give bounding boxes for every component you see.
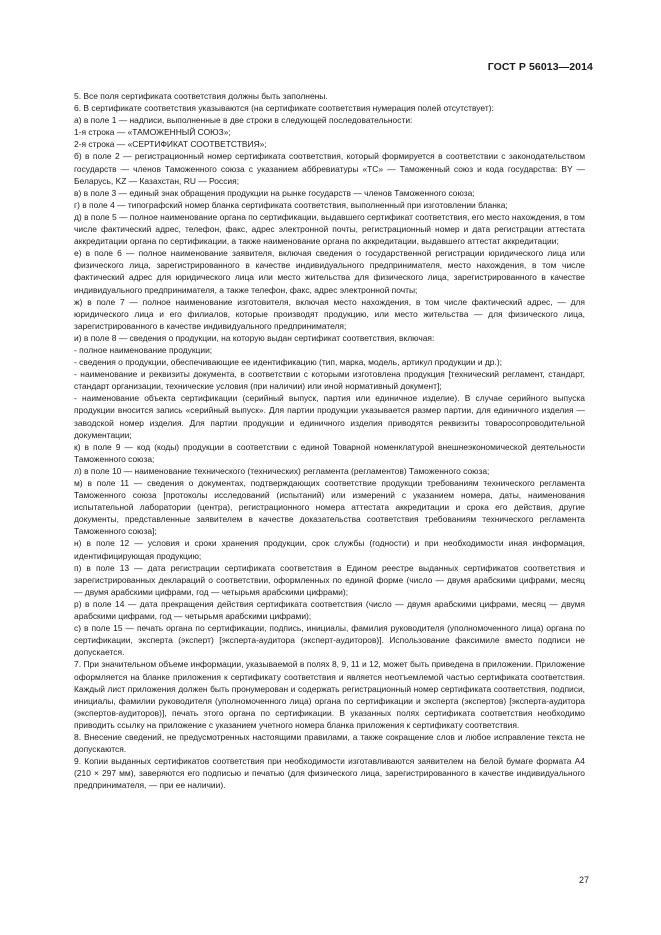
paragraph-5: 5. Все поля сертификата соответствия должны быть заполнены. bbox=[74, 91, 328, 101]
paragraph-7: 7. При значительном объеме информации, указываемой в полях 8, 9, 11 и 12, может быть приведена в приложении. Приложение оформляется на бланке приложения к сертификату соответствия и является неотъемлемой частью сертификата соответствия. Каждый лист приложения должен быть пронумерован и содержать регистрационный номер сертификата соответствия, подписи, инициалы, фамилии руководителя (уполномоченного лица) органа по сертификации и эксперта (экспертов) [эксперта-аудитора (экспертов-аудиторов)], печать этого органа по сертификации. В указанных полях сертификата соответствия необходимо приводить ссылку на приложение с указанием учетного номера бланка приложения к сертификату соответствия. bbox=[74, 659, 585, 730]
item-r: р) в поле 14 — дата прекращения действия сертификата соответствия (число — двумя арабскими цифрами, месяц — двумя арабскими цифрами, год — четырьмя арабскими цифрами); bbox=[74, 598, 585, 622]
item-d: д) в поле 5 — полное наименование органа по сертификации, выдавшего сертификат соответствия, его место нахождения, в том числе фактический адрес, телефон, факс, адрес электронной почты, регистрационный номер и дата регистрации аттестата аккредитации органа по сертификации, а также наименование органа по аккредитации, выдавшего аттестат аккредитации; bbox=[74, 211, 585, 247]
item-s: с) в поле 15 — печать органа по сертификации, подпись, инициалы, фамилия руководителя (уполномоченного лица) органа по сертификации, эксперта (эксперт) [эксперта-аудитора (эксперт-аудиторов)]. Использование факсимиле вместо подписи не допускается. bbox=[74, 623, 585, 658]
item-p: п) в поле 13 — дата регистрации сертификата соответствия в Едином реестре выданных сертификатов соответствия и зарегистрированных деклараций о соответствии, оформленных по единой форме (число — двумя арабскими цифрами, месяц — двумя арабскими цифрами, год — четырьмя арабскими цифрами); bbox=[74, 562, 585, 597]
item-i-bullet-1: - полное наименование продукции; bbox=[74, 344, 213, 355]
item-a-line-1: 1-я строка — «ТАМОЖЕННЫЙ СОЮЗ»; bbox=[74, 127, 231, 138]
item-k: к) в поле 9 — код (коды) продукции в соответствии с единой Товарной номенклатурой внешнеэкономической деятельности Таможенного союза; bbox=[74, 441, 585, 464]
item-e: е) в поле 6 — полное наименование заявителя, включая сведения о государственной регистрации юридического лица или физического лица, зарегистрированного в качестве индивидуального предпринимателя, место нахождения, в том числе фактический адрес для юридического лица или место жительства для физического лица, зарегистрированного в качестве индивидуального предпринимателя, а также телефон, факс, адрес электронной почты; bbox=[74, 248, 585, 295]
item-n: н) в поле 12 — условия и сроки хранения продукции, срок службы (годности) и при необходимости иная информация, идентифицирующая продукцию; bbox=[74, 538, 585, 561]
item-zh: ж) в поле 7 — полное наименование изготовителя, включая место нахождения, в том числе фактический адрес, — для юридического лица и его филиалов, которые производят продукцию, или место жительства — для физического лица, зарегистрированного в качестве индивидуального предпринимателя; bbox=[74, 296, 585, 331]
standard-header: ГОСТ Р 56013—2014 bbox=[487, 61, 593, 73]
item-i-bullet-4: - наименование объекта сертификации (серийный выпуск, партия или единичное изделие). В случае серийного выпуска продукции вносится запись «серийный выпуск». Для партии продукции указывается размер партии, для единичного изделия — заводской номер изделия. Для партии продукции и единичного изделия приводятся реквизиты товаросопроводительной документации; bbox=[74, 393, 585, 440]
item-i: и) в поле 8 — сведения о продукции, на которую выдан сертификат соответствия, включая: bbox=[74, 332, 435, 343]
item-v: в) в поле 3 — единый знак обращения продукции на рынке государств — членов Таможенного союза; bbox=[74, 187, 475, 198]
item-l: л) в поле 10 — наименование технического (технических) регламента (регламентов) Таможенного союза; bbox=[74, 465, 490, 476]
item-a-line-2: 2-я строка — «СЕРТИФИКАТ СООТВЕТСТВИЯ»; bbox=[74, 139, 267, 150]
document-body bbox=[74, 90, 585, 791]
item-g: г) в поле 4 — типографский номер бланка сертификата соответствия, выполненный при изготовлении бланка; bbox=[74, 199, 508, 210]
item-i-bullet-2: - сведения о продукции, обеспечивающие ее идентификацию (тип, марка, модель, артикул продукции и др.); bbox=[74, 357, 503, 368]
paragraph-9: 9. Копии выданных сертификатов соответствия при необходимости изготавливаются заявителем на белой бумаге формата А4 (210 × 297 мм), заверяются его подписью и печатью (для физического лица, зарегистрированного в качестве индивидуального предпринимателя, — при ее наличии). bbox=[74, 756, 585, 791]
page-number: 27 bbox=[578, 875, 589, 885]
paragraph-8: 8. Внесение сведений, не предусмотренных настоящими правилами, а также сокращение слов и любое исправление текста не допускаются. bbox=[74, 731, 585, 755]
item-a: а) в поле 1 — надписи, выполненные в две строки в следующей последовательности: bbox=[74, 115, 413, 126]
item-m: м) в поле 11 — сведения о документах, подтверждающих соответствие продукции требованиям технического регламента Таможенного союза [протоколы исследований (испытаний) или измерений с указанием номера, даты, наименования испытательной лаборатории (центра), регистрационного номера аттестата аккредитации и срока его действия, другие документы, представленные заявителем в качестве доказательства соответствия требованиям технического регламента Таможенного союза]; bbox=[74, 478, 585, 537]
paragraph-6: 6. В сертификате соответствия указываются (на сертификате соответствия нумерация полей отсутствует): bbox=[74, 103, 494, 114]
item-i-bullet-3: - наименование и реквизиты документа, в соответствии с которыми изготовлена продукция [технический регламент, стандарт, стандарт организации, технические условия (при наличии) или иной нормативный документ]; bbox=[74, 369, 585, 392]
item-b: б) в поле 2 — регистрационный номер сертификата соответствия, который формируется в соответствии с законодательством государств — членов Таможенного союза с указанием аббревиатуры «ТС» — Таможенный союз и кода государства: BY — Беларусь, KZ — Казахстан, RU — Россия; bbox=[74, 151, 585, 186]
